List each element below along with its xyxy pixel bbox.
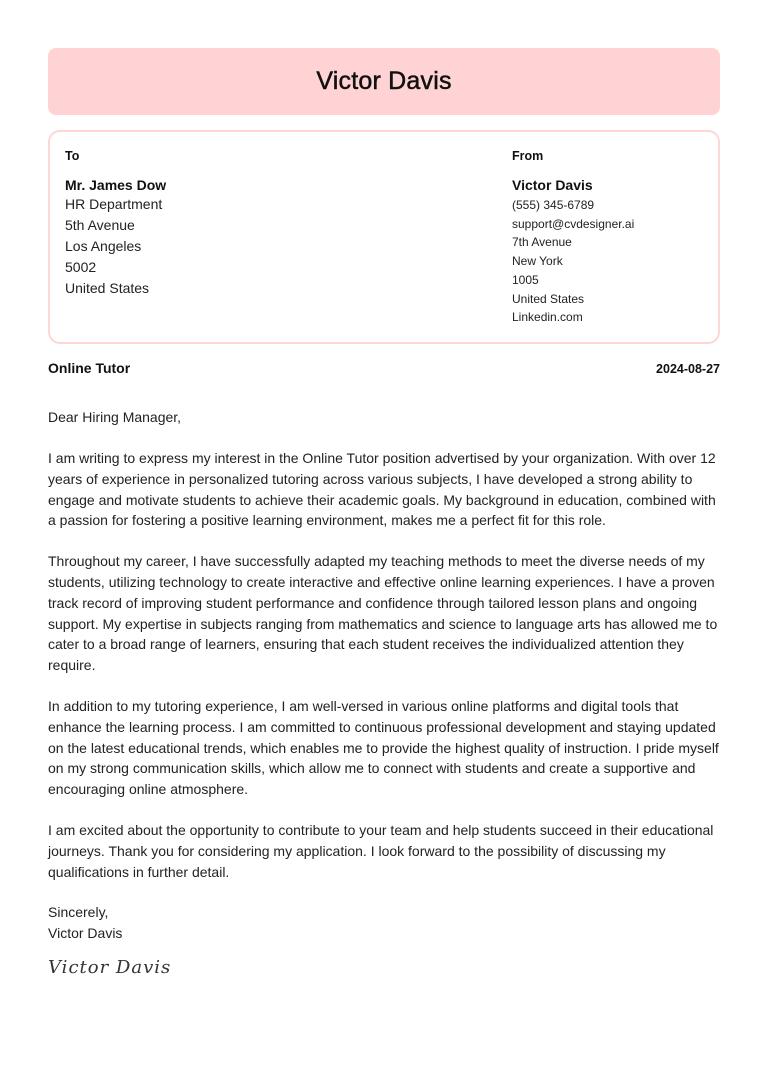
- closing-name: Victor Davis: [48, 925, 123, 942]
- sender-city: New York: [512, 254, 563, 269]
- letter-date: 2024-08-27: [656, 362, 720, 376]
- recipient-country: United States: [65, 280, 150, 296]
- cover-letter-page: [48, 48, 720, 978]
- sender-street: 7th Avenue: [512, 235, 572, 250]
- recipient-block: [65, 149, 166, 299]
- body-paragraph-4: I am excited about the opportunity to contribute to your team and help students succeed in their educational journeys. Thank you for considering my application. I look forward to the possibility of discussing my qualifications in further detail.: [48, 821, 714, 880]
- recipient-street: 5th Avenue: [65, 217, 135, 233]
- header-banner: [48, 48, 720, 115]
- closing-phrase: Sincerely,: [48, 904, 109, 921]
- recipient-name: Mr. James Dow: [65, 177, 167, 193]
- recipient-department: HR Department: [65, 196, 163, 212]
- letter-meta-row: [48, 360, 720, 376]
- body-paragraph-2: Throughout my career, I have successfully adapted my teaching methods to meet the diverse needs of my students, utilizing technology to create interactive and effective online learning experiences. I have a proven track record of improving student performance and confidence through tailored lesson plans and ongoing support. My expertise in subjects ranging from mathematics and science to language arts has allowed me to cater to a broad range of learners, ensuring that each student receives the individualized attention they require.: [48, 553, 718, 674]
- recipient-postal-code: 5002: [65, 259, 97, 275]
- body-paragraph-1: I am writing to express my interest in the Online Tutor position advertised by your organization. With over 12 years of experience in personalized tutoring across various subjects, I have developed a strong ability to engage and motivate students to achieve their academic goals. My background in education, combined with a passion for fostering a positive learning environment, makes me a perfect fit for this role.: [48, 450, 716, 529]
- sender-postal-code: 1005: [512, 272, 539, 287]
- sender-email: support@cvdesigner.ai: [512, 216, 635, 231]
- handwritten-signature: Victor Davis: [48, 957, 172, 979]
- body-paragraph-3: In addition to my tutoring experience, I am well-versed in various online platforms and digital tools that enhance the learning process. I am committed to continuous professional development and staying updated on the latest educational trends, which enables me to provide the highest quality of instruction. I pride myself on my strong communication skills, which allow me to connect with students and create a supportive and encouraging online atmosphere.: [48, 697, 719, 798]
- position-title: Online Tutor: [48, 360, 131, 376]
- sender-country: United States: [512, 291, 585, 306]
- salutation: Dear Hiring Manager,: [48, 409, 182, 425]
- closing-block: [48, 902, 720, 944]
- recipient-city: Los Angeles: [65, 238, 142, 254]
- applicant-name: Victor Davis: [316, 67, 452, 95]
- sender-block: [512, 149, 634, 327]
- address-box: [48, 130, 720, 344]
- recipient-heading: To: [65, 149, 80, 163]
- sender-heading: From: [512, 149, 544, 163]
- sender-name: Victor Davis: [512, 177, 593, 193]
- sender-phone: (555) 345-6789: [512, 198, 595, 212]
- sender-linkedin: Linkedin.com: [512, 310, 583, 325]
